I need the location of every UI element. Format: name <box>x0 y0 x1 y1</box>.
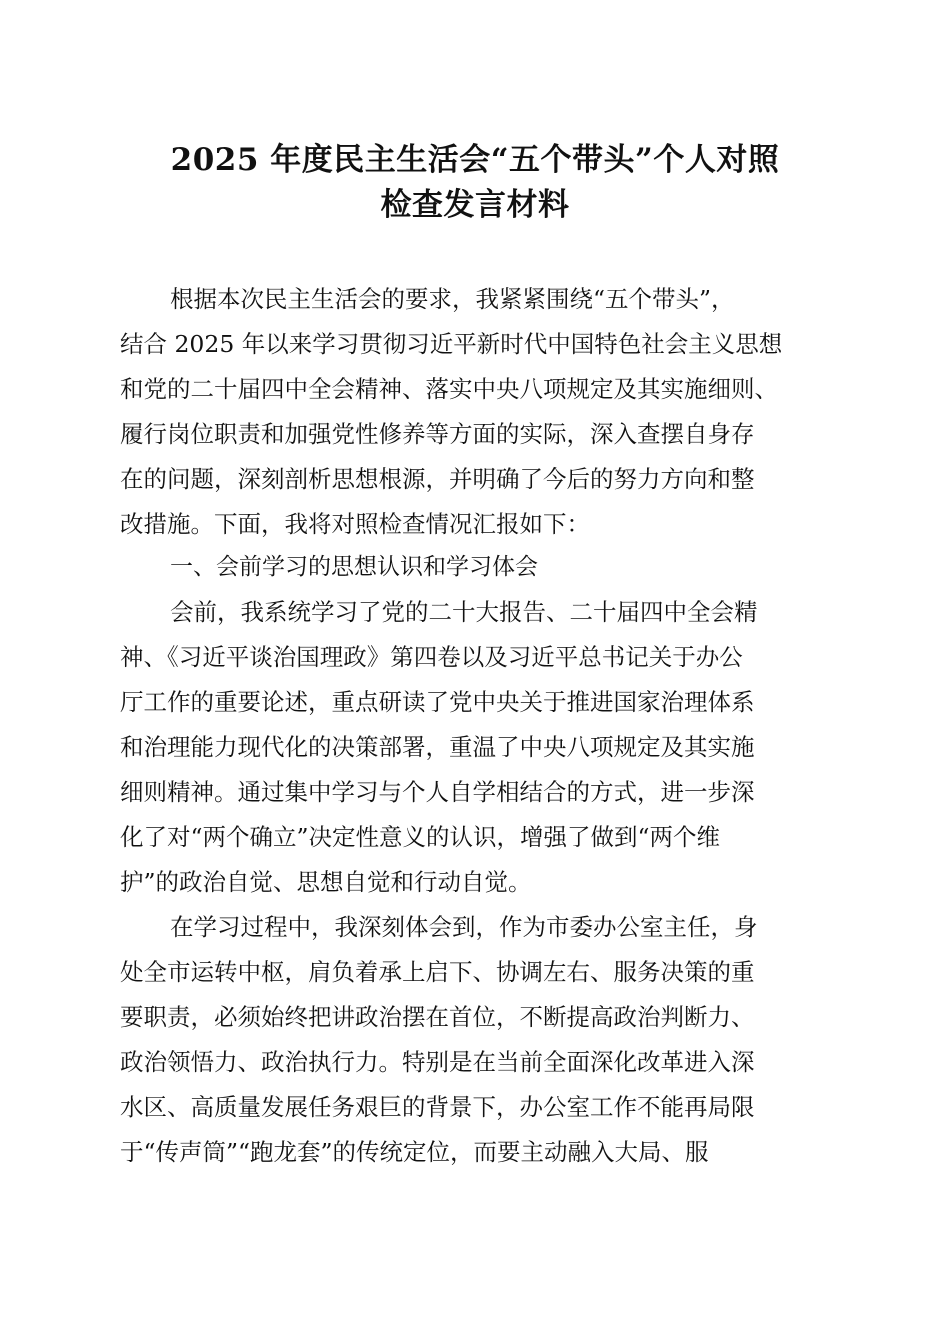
paragraph-3-line: 在学习过程中，我深刻体会到，作为市委办公室主任，身 <box>170 913 758 941</box>
paragraph-1-line: 履行岗位职责和加强党性修养等方面的实际，深入查摆自身存 <box>120 420 755 448</box>
paragraph-2-line: 会前，我系统学习了党的二十大报告、二十届四中全会精 <box>170 598 758 626</box>
paragraph-2-line: 和治理能力现代化的决策部署，重温了中央八项规定及其实施 <box>120 733 755 761</box>
paragraph-3-line: 政治领悟力、政治执行力。特别是在当前全面深化改革进入深 <box>120 1048 755 1076</box>
paragraph-2-line: 神、《习近平谈治国理政》第四卷以及习近平总书记关于办公 <box>120 643 743 671</box>
paragraph-3-line: 处全市运转中枢，肩负着承上启下、协调左右、服务决策的重 <box>120 958 755 986</box>
paragraph-3-line: 要职责，必须始终把讲政治摆在首位，不断提高政治判断力、 <box>120 1003 755 1031</box>
paragraph-1-line: 和党的二十届四中全会精神、落实中央八项规定及其实施细则、 <box>120 375 778 403</box>
paragraph-3-line: 水区、高质量发展任务艰巨的背景下，办公室工作不能再局限 <box>120 1093 755 1121</box>
paragraph-1-line: 在的问题，深刻剖析思想根源，并明确了今后的努力方向和整 <box>120 465 755 493</box>
document-title-line-1: 2025 年度民主生活会“五个带头”个人对照 <box>170 142 780 178</box>
paragraph-2-line: 化了对“两个确立”决定性意义的认识，增强了做到“两个维 <box>120 823 721 851</box>
paragraph-1-line: 改措施。下面，我将对照检查情况汇报如下： <box>120 510 590 538</box>
paragraph-2-line: 细则精神。通过集中学习与个人自学相结合的方式，进一步深 <box>120 778 755 806</box>
section-heading-1: 一、会前学习的思想认识和学习体会 <box>170 554 538 580</box>
paragraph-3-line: 于“传声筒”“跑龙套”的传统定位，而要主动融入大局、服 <box>120 1138 709 1166</box>
paragraph-1-line: 结合 2025 年以来学习贯彻习近平新时代中国特色社会主义思想 <box>120 330 783 358</box>
document-title-line-2: 检查发言材料 <box>380 187 570 223</box>
paragraph-1-line: 根据本次民主生活会的要求，我紧紧围绕“五个带头”， <box>170 285 735 313</box>
paragraph-2-line: 护”的政治自觉、思想自觉和行动自觉。 <box>120 868 532 896</box>
paragraph-2-line: 厅工作的重要论述，重点研读了党中央关于推进国家治理体系 <box>120 688 755 716</box>
